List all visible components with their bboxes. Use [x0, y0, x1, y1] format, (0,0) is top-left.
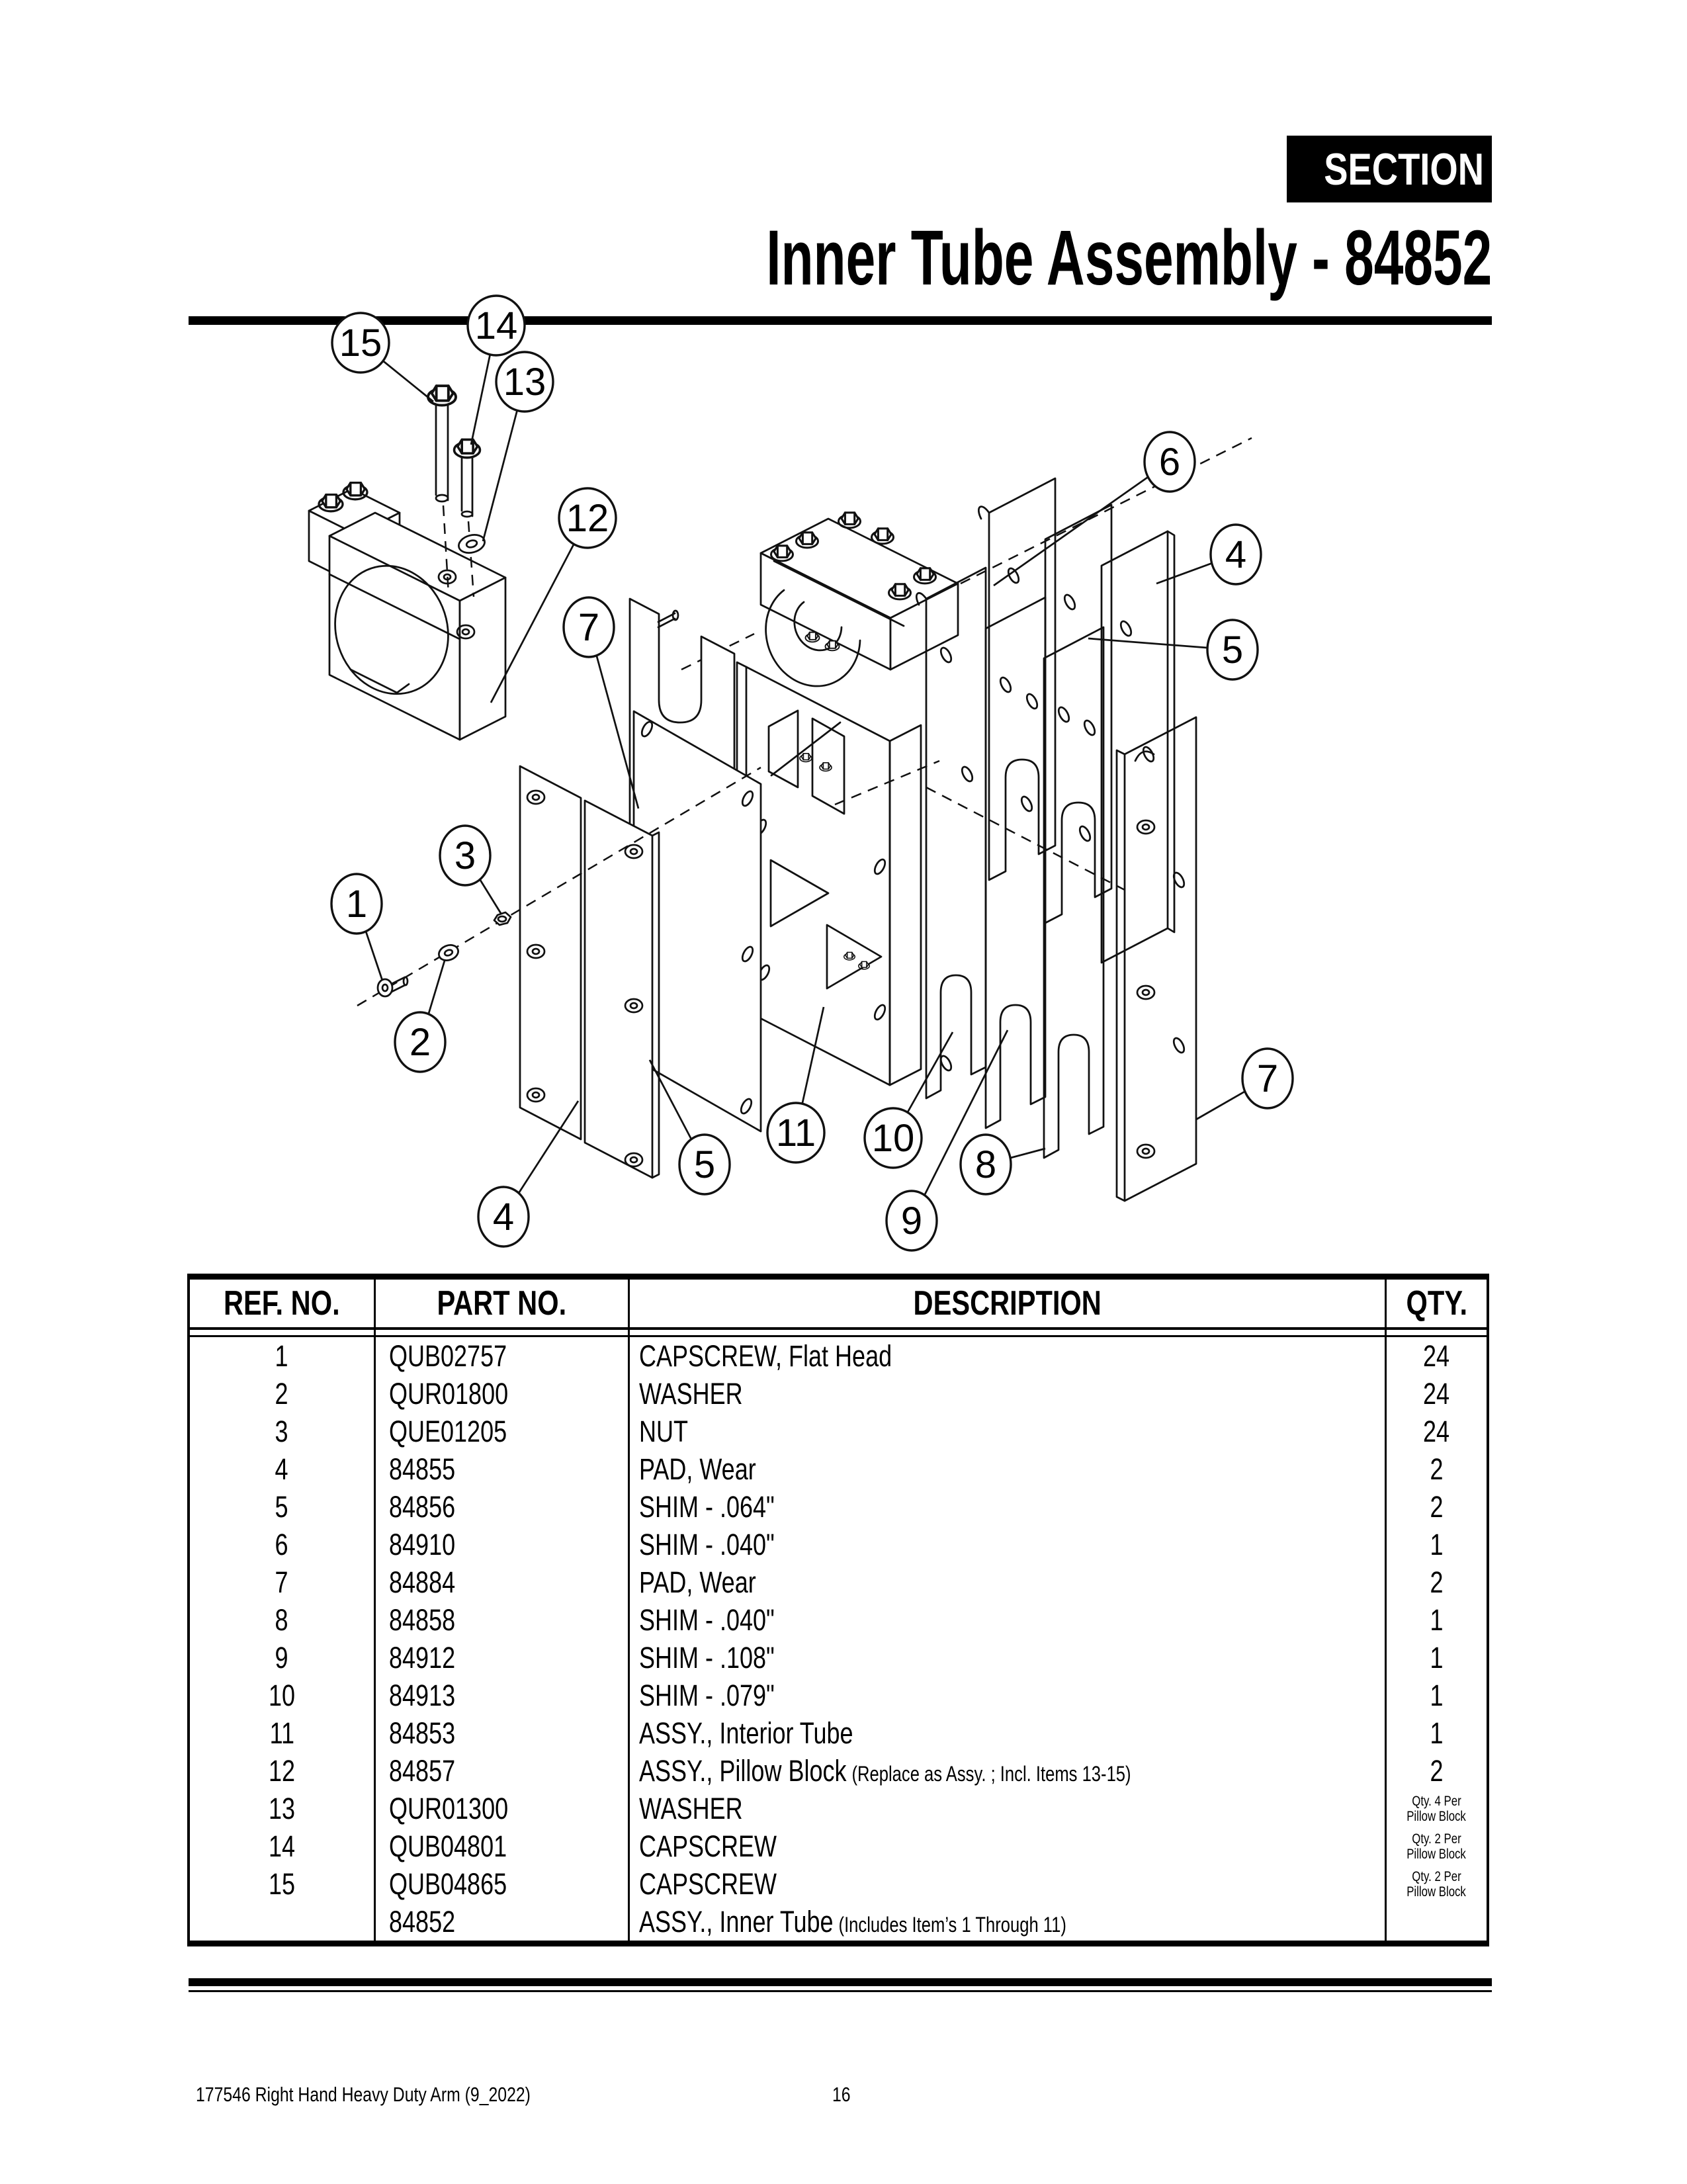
qty-cell — [1387, 1790, 1487, 1827]
callout-number: 14 — [474, 304, 518, 347]
bottom-rule-thick — [189, 1978, 1492, 1986]
part-cell: 84913 — [376, 1677, 630, 1714]
part-cell: 84912 — [376, 1639, 630, 1677]
desc-cell: ASSY., Interior Tube — [630, 1714, 1387, 1752]
table-row — [190, 1827, 1487, 1865]
section-badge-label: SECTION — [1324, 144, 1485, 195]
ref-cell: 2 — [190, 1375, 376, 1413]
table-row — [190, 1639, 1487, 1677]
table-row — [190, 1601, 1487, 1639]
callout-number: 5 — [693, 1143, 716, 1186]
callout-number: 13 — [503, 361, 546, 404]
washer-2 — [437, 943, 460, 963]
table-row — [190, 1450, 1487, 1488]
plate-4-bottom-b — [585, 801, 652, 1178]
part-cell: 84855 — [376, 1450, 630, 1488]
desc-cell: ASSY., Inner Tube (Includes Item’s 1 Through 11) — [630, 1903, 1387, 1941]
table-header-row — [190, 1280, 1487, 1330]
callout-number: 7 — [578, 606, 600, 649]
part-cell: QUB02757 — [376, 1337, 630, 1375]
table-row — [190, 1752, 1487, 1790]
ref-cell: 1 — [190, 1337, 376, 1375]
ref-cell: 11 — [190, 1714, 376, 1752]
qty-cell: 24 — [1423, 1338, 1450, 1373]
callout-number: 12 — [566, 497, 609, 540]
qty-cell: 2 — [1430, 1489, 1444, 1524]
qty-cell: 24 — [1423, 1414, 1450, 1448]
ref-cell: 6 — [190, 1526, 376, 1563]
desc-cell: CAPSCREW — [630, 1865, 1387, 1903]
desc-cell: SHIM - .108" — [630, 1639, 1387, 1677]
desc-cell: SHIM - .079" — [630, 1677, 1387, 1714]
qty-cell: 2 — [1430, 1565, 1444, 1599]
footer-page-number: 16 — [832, 2083, 851, 2106]
assembly-diagram — [251, 284, 1323, 1277]
table-row — [190, 1413, 1487, 1450]
qty-note-line: Qty. 2 Per — [1412, 1868, 1461, 1884]
qty-cell: 1 — [1430, 1678, 1444, 1712]
plate-7-right — [1125, 717, 1196, 1201]
part-cell: QUB04801 — [376, 1827, 630, 1865]
plate-4-bottom-a — [520, 766, 581, 1139]
table-row — [190, 1375, 1487, 1413]
ref-cell: 5 — [190, 1488, 376, 1526]
qty-cell — [1387, 1903, 1487, 1941]
desc-cell: CAPSCREW — [630, 1827, 1387, 1865]
qty-cell: 1 — [1430, 1602, 1444, 1637]
part-cell: QUE01205 — [376, 1413, 630, 1450]
qty-cell: 2 — [1430, 1452, 1444, 1486]
part-cell: 84857 — [376, 1752, 630, 1790]
ref-cell: 8 — [190, 1601, 376, 1639]
callout-number: 4 — [1225, 533, 1247, 576]
footer-doc-id: 177546 Right Hand Heavy Duty Arm (9_2022) — [196, 2083, 531, 2106]
header-desc: DESCRIPTION — [630, 1280, 1387, 1327]
callout-number: 9 — [900, 1200, 923, 1243]
qty-cell — [1387, 1865, 1487, 1903]
part-cell: 84856 — [376, 1488, 630, 1526]
table-body — [190, 1337, 1487, 1941]
desc-cell: WASHER — [630, 1375, 1387, 1413]
qty-cell: 2 — [1430, 1753, 1444, 1788]
table-row — [190, 1677, 1487, 1714]
callout-number: 5 — [1221, 629, 1244, 672]
desc-cell: SHIM - .064" — [630, 1488, 1387, 1526]
table-row — [190, 1714, 1487, 1752]
desc-cell: PAD, Wear — [630, 1450, 1387, 1488]
part-cell: QUR01300 — [376, 1790, 630, 1827]
qty-cell: 1 — [1430, 1640, 1444, 1675]
desc-cell: CAPSCREW, Flat Head — [630, 1337, 1387, 1375]
parts-table — [187, 1274, 1489, 1946]
callout-number: 15 — [339, 322, 382, 365]
table-row — [190, 1790, 1487, 1827]
desc-cell: NUT — [630, 1413, 1387, 1450]
qty-cell — [1387, 1827, 1487, 1865]
header-qty: QTY. — [1406, 1284, 1467, 1323]
callout-number: 8 — [974, 1143, 997, 1186]
capscrew-1 — [378, 979, 392, 996]
ref-cell: 7 — [190, 1563, 376, 1601]
callout-leader — [994, 462, 1170, 586]
desc-cell: PAD, Wear — [630, 1563, 1387, 1601]
ref-cell: 4 — [190, 1450, 376, 1488]
table-row — [190, 1488, 1487, 1526]
table-row — [190, 1563, 1487, 1601]
callout-number: 1 — [345, 883, 368, 926]
header-part: PART NO. — [376, 1280, 630, 1327]
ref-cell: 9 — [190, 1639, 376, 1677]
part-cell: QUB04865 — [376, 1865, 630, 1903]
qty-note-line: Pillow Block — [1406, 1808, 1467, 1824]
part-cell: 84884 — [376, 1563, 630, 1601]
desc-cell: WASHER — [630, 1790, 1387, 1827]
diagram-artwork — [309, 386, 1252, 1201]
table-row — [190, 1526, 1487, 1563]
qty-note-line: Qty. 2 Per — [1412, 1831, 1461, 1847]
qty-note-line: Pillow Block — [1406, 1846, 1467, 1862]
explode-axis-upper — [961, 438, 1252, 584]
table-row — [190, 1865, 1487, 1903]
ref-cell: 3 — [190, 1413, 376, 1450]
page-title: Inner Tube Assembly - 84852 — [765, 214, 1492, 302]
table-row — [190, 1337, 1487, 1375]
ref-cell: 15 — [190, 1865, 376, 1903]
qty-note-line: Qty. 4 Per — [1412, 1793, 1461, 1809]
part-cell: 84910 — [376, 1526, 630, 1563]
qty-note-line: Pillow Block — [1406, 1884, 1467, 1900]
callout-number: 6 — [1158, 441, 1181, 484]
plate-9 — [986, 597, 1045, 1128]
callout-number: 3 — [454, 834, 476, 877]
section-badge-number: 1 — [1506, 144, 1527, 195]
callout-number: 2 — [409, 1021, 431, 1064]
part-cell: 84853 — [376, 1714, 630, 1752]
table-row — [190, 1903, 1487, 1941]
callout-number: 11 — [775, 1112, 816, 1155]
part-cell: 84852 — [376, 1903, 630, 1941]
callout-number: 10 — [871, 1117, 915, 1160]
header-double-rule — [190, 1330, 1487, 1337]
part-cell: 84858 — [376, 1601, 630, 1639]
desc-cell: SHIM - .040" — [630, 1601, 1387, 1639]
ref-cell: 10 — [190, 1677, 376, 1714]
bottom-rule-thin — [189, 1990, 1492, 1992]
ref-cell: 14 — [190, 1827, 376, 1865]
washer-13 — [456, 532, 486, 555]
ref-cell: 13 — [190, 1790, 376, 1827]
callout-number: 4 — [492, 1196, 515, 1239]
desc-cell: ASSY., Pillow Block (Replace as Assy. ; Incl. Items 13-15) — [630, 1752, 1387, 1790]
ref-cell — [190, 1903, 376, 1941]
qty-cell: 1 — [1430, 1716, 1444, 1750]
ref-cell: 12 — [190, 1752, 376, 1790]
qty-cell: 1 — [1430, 1527, 1444, 1561]
header-ref: REF. NO. — [190, 1280, 376, 1327]
part-cell: QUR01800 — [376, 1375, 630, 1413]
callout-number: 7 — [1256, 1057, 1279, 1100]
interior-tube — [746, 667, 890, 1085]
nut-3 — [494, 912, 511, 925]
section-badge — [1287, 136, 1527, 202]
desc-cell: SHIM - .040" — [630, 1526, 1387, 1563]
qty-cell: 24 — [1423, 1376, 1450, 1411]
